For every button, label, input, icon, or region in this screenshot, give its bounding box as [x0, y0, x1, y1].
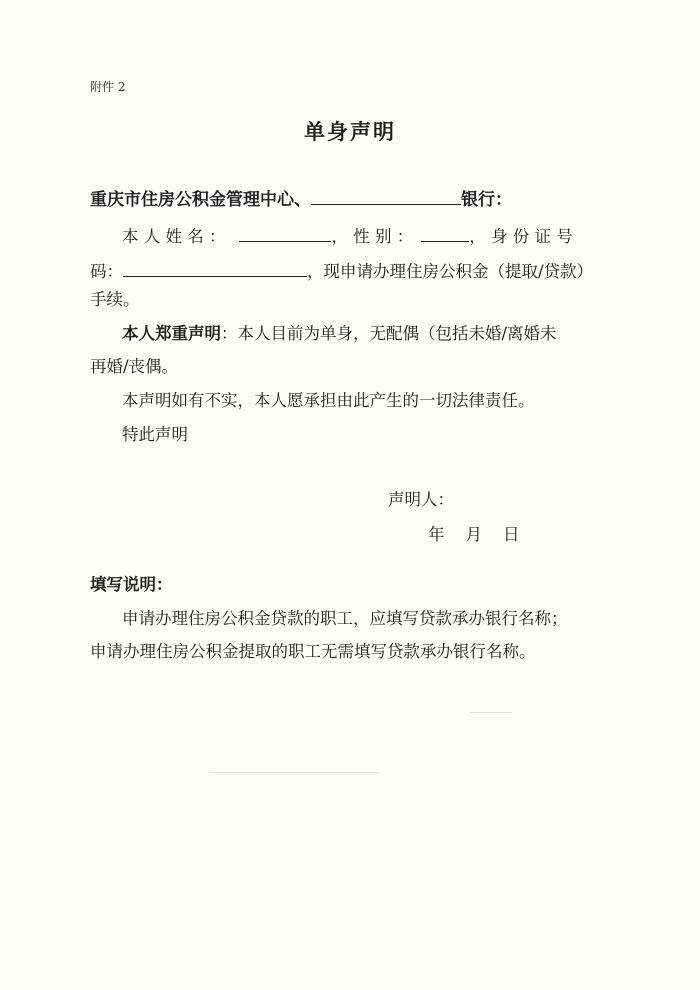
scan-artifact-mark: [470, 712, 512, 713]
id-number-field[interactable]: [123, 260, 307, 277]
document-title: 单身声明: [304, 120, 396, 144]
applicant-line-2: [90, 260, 593, 281]
closing-statement: 特此声明: [122, 425, 188, 444]
declarant-label: 声明人：: [388, 490, 454, 509]
declaration-text-2: 再婚/丧偶。: [90, 357, 179, 376]
name-field[interactable]: [239, 225, 331, 242]
instructions-line-2: 申请办理住房公积金提取的职工无需填写贷款承办银行名称。: [90, 642, 536, 661]
liability-statement: 本声明如有不实，本人愿承担由此产生的一切法律责任。: [122, 391, 535, 410]
attachment-label: 附件 2: [90, 80, 126, 94]
bank-name-field[interactable]: [311, 188, 461, 205]
procedure-text: 手续。: [90, 290, 140, 309]
date-label: 年 月 日: [428, 525, 520, 544]
applicant-line-1: [122, 225, 573, 246]
id-label: ， 身 份 证 号: [469, 227, 573, 246]
gender-label: ， 性 别 ：: [331, 227, 414, 246]
name-label: 本 人 姓 名 ：: [122, 227, 226, 246]
id-label-cont: 码：: [90, 262, 123, 281]
instructions-line-1: 申请办理住房公积金贷款的职工，应填写贷款承办银行名称；: [122, 609, 568, 628]
apply-text: ，现申请办理住房公积金（提取/贷款）: [307, 262, 594, 281]
addressee-line: [90, 188, 512, 209]
declaration-line-1: [122, 326, 557, 343]
instructions-heading: 填写说明：: [90, 575, 173, 594]
declaration-label: 本人郑重声明: [122, 324, 221, 343]
scan-artifact-line: [210, 772, 380, 773]
gender-field[interactable]: [421, 225, 469, 242]
declaration-text-1: ：本人目前为单身，无配偶（包括未婚/离婚未: [221, 324, 557, 343]
addressee-suffix: 银行：: [461, 190, 512, 210]
addressee-prefix: 重庆市住房公积金管理中心、: [90, 190, 311, 210]
